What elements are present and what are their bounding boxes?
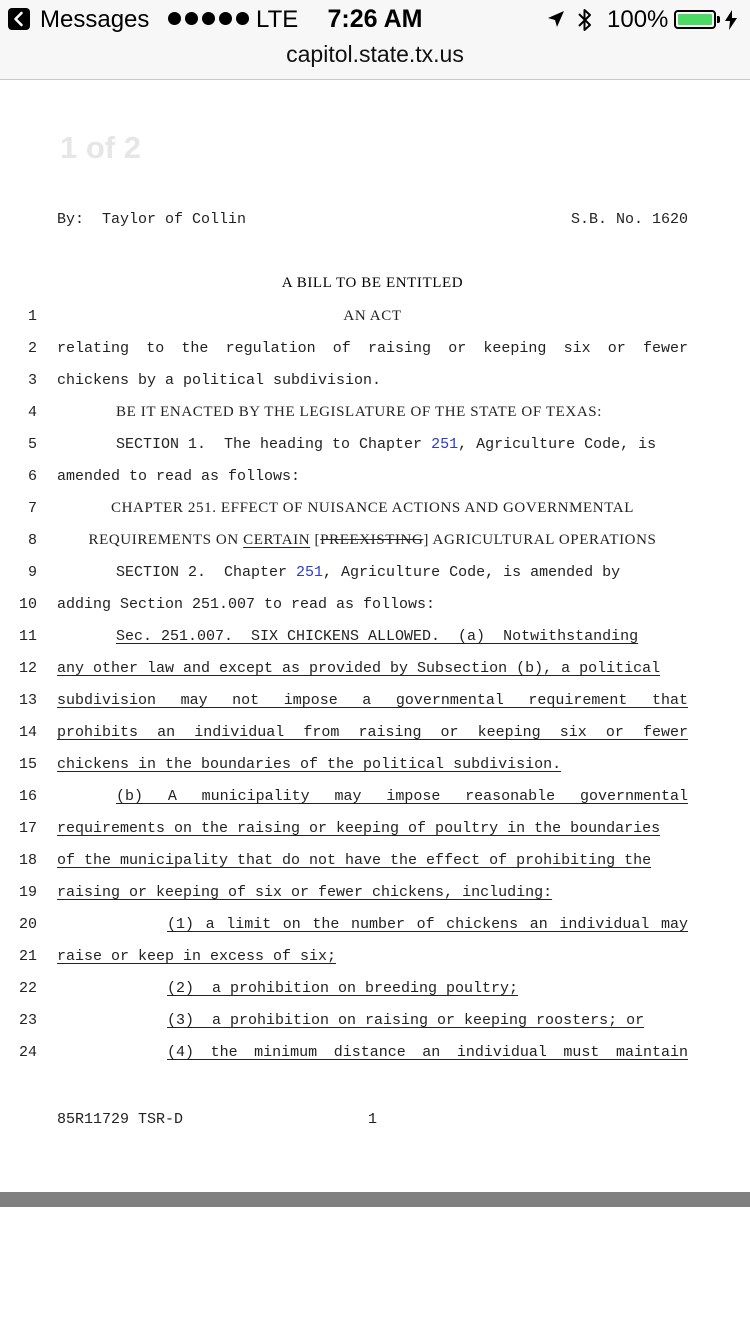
line-text-part: SECTION 2. Chapter <box>116 564 297 581</box>
line-text <box>57 436 688 453</box>
bill-number: S.B. No. 1620 <box>570 211 688 228</box>
bill-line <box>0 396 750 428</box>
line-text-part: ] AGRICULTURAL OPERATIONS <box>423 532 657 548</box>
bill-line <box>0 940 750 972</box>
bill-line <box>0 780 750 812</box>
line-text-part: [ <box>310 532 321 548</box>
line-text: (1) a limit on the number of chickens an individual may <box>167 916 688 933</box>
line-number: 9 <box>27 564 37 581</box>
line-text: BE IT ENACTED BY THE LEGISLATURE OF THE STATE OF TEXAS: <box>116 404 602 420</box>
bill-line <box>0 1004 750 1036</box>
line-number: 22 <box>18 980 37 997</box>
inserted-text: (3) a prohibition on raising or keeping roosters; or <box>167 1012 645 1029</box>
line-text: subdivision may not impose a governmental requirement that <box>57 692 688 709</box>
line-text: prohibits an individual from raising or keeping six or fewer <box>57 724 688 741</box>
line-text <box>57 532 688 549</box>
battery-percentage: 100% <box>607 6 669 33</box>
line-text-part: , Agriculture Code, is <box>458 436 657 453</box>
bill-line <box>0 428 750 460</box>
bill-line <box>0 652 750 684</box>
browser-top-bar <box>0 0 750 80</box>
chapter-251-link[interactable]: 251 <box>431 436 459 453</box>
inserted-text: Sec. 251.007. SIX CHICKENS ALLOWED. (a) Notwithstanding <box>116 628 639 645</box>
page-number: 1 <box>368 1111 378 1128</box>
bill-line <box>0 972 750 1004</box>
line-number: 19 <box>18 884 37 901</box>
bill-line <box>0 332 750 364</box>
inserted-text: raise or keep in excess of six; <box>57 948 337 965</box>
bill-line <box>0 588 750 620</box>
bluetooth-icon <box>576 7 594 33</box>
inserted-text: CERTAIN <box>243 532 311 548</box>
line-text: (b) A municipality may impose reasonable governmental <box>116 788 688 805</box>
line-number: 1 <box>27 308 37 325</box>
page-indicator: 1 of 2 <box>60 130 141 165</box>
line-text: relating to the regulation of raising or keeping six or fewer <box>57 340 688 357</box>
chapter-251-link[interactable]: 251 <box>296 564 324 581</box>
inserted-text: requirements on the raising or keeping of poultry in the boundaries <box>57 820 661 837</box>
line-text: adding Section 251.007 to read as follows: <box>57 596 436 613</box>
line-text <box>57 628 688 645</box>
inserted-text: raising or keeping of six or fewer chickens, including: <box>57 884 553 901</box>
line-number: 23 <box>18 1012 37 1029</box>
bill-line <box>0 364 750 396</box>
line-text <box>57 756 688 773</box>
line-number: 5 <box>27 436 37 453</box>
inserted-text: any other law and except as provided by Subsection (b), a political <box>57 660 661 677</box>
line-number: 13 <box>18 692 37 709</box>
line-text <box>57 660 688 677</box>
page-separator <box>0 1192 750 1207</box>
line-number: 2 <box>27 340 37 357</box>
document-code: 85R11729 TSR-D <box>57 1111 184 1128</box>
line-text: CHAPTER 251. EFFECT OF NUISANCE ACTIONS AND GOVERNMENTAL <box>111 500 634 516</box>
bill-line <box>0 620 750 652</box>
inserted-text: (2) a prohibition on breeding poultry; <box>167 980 519 997</box>
line-number: 3 <box>27 372 37 389</box>
url-bar[interactable]: capitol.state.tx.us <box>286 41 464 67</box>
bill-line <box>0 524 750 556</box>
line-number: 6 <box>27 468 37 485</box>
line-number: 21 <box>18 948 37 965</box>
line-text <box>57 820 688 837</box>
line-text <box>57 852 688 869</box>
line-number: 24 <box>18 1044 37 1061</box>
line-number: 10 <box>18 596 37 613</box>
line-number: 15 <box>18 756 37 773</box>
line-text <box>57 564 688 581</box>
bill-line <box>0 492 750 524</box>
line-text: (4) the minimum distance an individual must maintain <box>167 1044 688 1061</box>
bill-text <box>0 300 750 1068</box>
bill-line <box>0 1036 750 1068</box>
inserted-text: chickens in the boundaries of the political subdivision. <box>57 756 562 773</box>
status-bar <box>0 0 750 40</box>
bill-author: By: Taylor of Collin <box>57 211 247 228</box>
line-number: 17 <box>18 820 37 837</box>
bill-line <box>0 844 750 876</box>
location-arrow-icon <box>546 9 566 29</box>
line-number: 4 <box>27 404 37 421</box>
carrier-label: LTE <box>256 6 299 33</box>
line-text <box>57 948 688 965</box>
line-text: chickens by a political subdivision. <box>57 372 382 389</box>
line-number: 18 <box>18 852 37 869</box>
inserted-text: of the municipality that do not have the effect of prohibiting the <box>57 852 652 869</box>
line-number: 11 <box>18 628 37 645</box>
line-number: 7 <box>27 500 37 517</box>
battery-icon <box>674 10 716 29</box>
line-text-part: , Agriculture Code, is amended by <box>323 564 621 581</box>
deleted-text: PREEXISTING <box>320 532 424 548</box>
line-text: amended to read as follows: <box>57 468 301 485</box>
bill-line <box>0 908 750 940</box>
bill-line <box>0 684 750 716</box>
battery-fill <box>678 14 712 25</box>
status-time: 7:26 AM <box>327 5 423 33</box>
battery-tip <box>717 16 720 23</box>
back-app-label[interactable]: Messages <box>40 6 150 33</box>
line-number: 16 <box>18 788 37 805</box>
line-text-part: SECTION 1. The heading to Chapter <box>116 436 432 453</box>
line-number: 12 <box>18 660 37 677</box>
bill-line <box>0 748 750 780</box>
bill-line <box>0 876 750 908</box>
bill-line <box>0 556 750 588</box>
bill-line <box>0 300 750 332</box>
bill-line <box>0 716 750 748</box>
line-text <box>57 980 688 997</box>
line-text: AN ACT <box>343 308 402 324</box>
charging-bolt-icon <box>724 9 738 31</box>
line-text <box>57 1012 688 1029</box>
line-number: 14 <box>18 724 37 741</box>
bill-line <box>0 460 750 492</box>
bill-entitled-heading: A BILL TO BE ENTITLED <box>281 275 464 291</box>
line-number: 20 <box>18 916 37 933</box>
bill-line <box>0 812 750 844</box>
line-text-part: REQUIREMENTS ON <box>88 532 244 548</box>
line-text <box>57 884 688 901</box>
line-number: 8 <box>27 532 37 549</box>
